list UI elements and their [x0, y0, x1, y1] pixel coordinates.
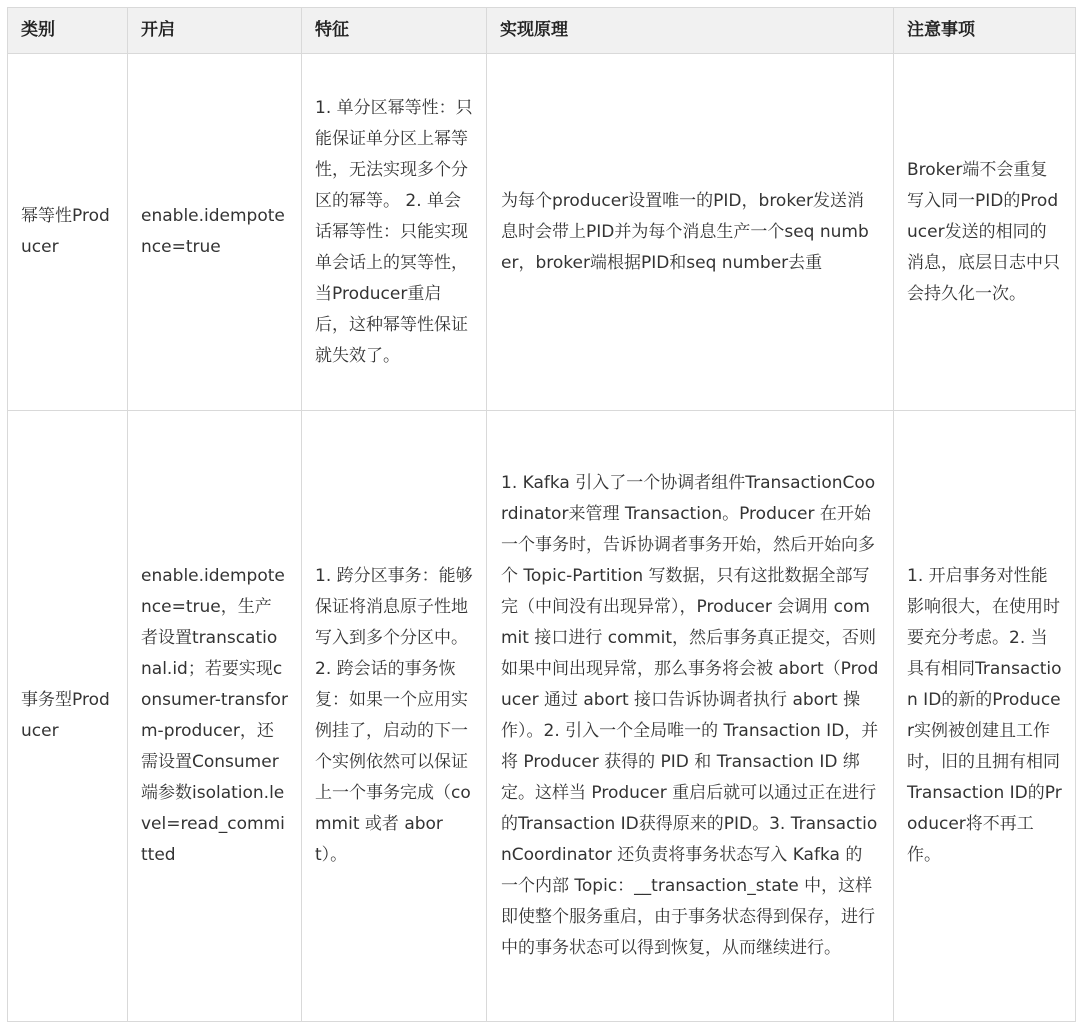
principle-text: 1. Kafka 引入了一个协调者组件TransactionCoordinator来管理 Transaction。Producer 在开始一个事务时，告诉协调者事务开始，然后开始向多个 Topic-Partition 写数据，只有这批数据全部写完（中间没有出现异常），Producer 会调用 commit 接口进行 commit，然后事务真正提交，否则如果中间出现异常，那么事务将会被 abort（Producer 通过 abort 接口告诉协调者执行 abort 操作）。2. 引入一个全局唯一的 Transaction ID，并将 Producer 获得的 PID 和 Transaction ID 绑定。这样当 Producer 重启后就可以通过正在进行的Transaction ID获得原来的PID。3. TransactionCoordinator 还负责将事务状态写入 Kafka 的一个内部 Topic：__transaction_state 中，这样即使整个服务重启，由于事务状态得到保存，进行中的事务状态可以得到恢复，从而继续进行。	[501, 473, 879, 958]
notes-text: Broker端不会重复写入同一PID的Producer发送的相同的消息，底层日志中只会持久化一次。	[907, 159, 1060, 304]
principle-text: 为每个producer设置唯一的PID，broker发送消息时会带上PID并为每个消息生产一个seq number，broker端根据PID和seq number去重	[501, 190, 869, 273]
cell-principle	[487, 411, 894, 1022]
category-text: 事务型Producer	[21, 690, 110, 741]
category-text: 幂等性Producer	[21, 206, 110, 257]
notes-text: 1. 开启事务对性能影响很大，在使用时要充分考虑。2. 当具有相同Transaction ID的新的Producer实例被创建且工作时，旧的且拥有相同Transaction ID的Producer将不再工作。	[907, 566, 1062, 865]
header-principle: 实现原理	[487, 8, 894, 54]
enable-text: enable.idempotence=true	[141, 206, 285, 257]
cell-enable	[128, 411, 302, 1022]
table-row	[8, 411, 1076, 1022]
cell-category	[8, 411, 128, 1022]
table-row	[8, 54, 1076, 411]
header-category: 类别	[8, 8, 128, 54]
comparison-table-container	[7, 7, 1075, 1022]
producer-comparison-table	[7, 7, 1076, 1022]
enable-text: enable.idempotence=true，生产者设置transcational.id；若要实现consumer-transform-producer，还需设置Consumer端参数isolation.level=read_committed	[141, 566, 288, 865]
cell-feature	[302, 411, 487, 1022]
header-enable: 开启	[128, 8, 302, 54]
feature-text: 1. 跨分区事务：能够保证将消息原子性地写入到多个分区中。2. 跨会话的事务恢复：如果一个应用实例挂了，启动的下一个实例依然可以保证上一个事务完成（commit 或者 abort）。	[315, 566, 473, 865]
table-header-row	[8, 8, 1076, 54]
cell-notes	[894, 54, 1076, 411]
header-feature: 特征	[302, 8, 487, 54]
cell-feature	[302, 54, 487, 411]
cell-principle	[487, 54, 894, 411]
header-notes: 注意事项	[894, 8, 1076, 54]
cell-notes	[894, 411, 1076, 1022]
cell-category	[8, 54, 128, 411]
cell-enable	[128, 54, 302, 411]
feature-text: 1. 单分区幂等性：只能保证单分区上幂等性，无法实现多个分区的幂等。 2. 单会话幂等性：只能实现单会话上的冥等性，当Producer重启后，这种幂等性保证就失效了。	[315, 97, 473, 366]
